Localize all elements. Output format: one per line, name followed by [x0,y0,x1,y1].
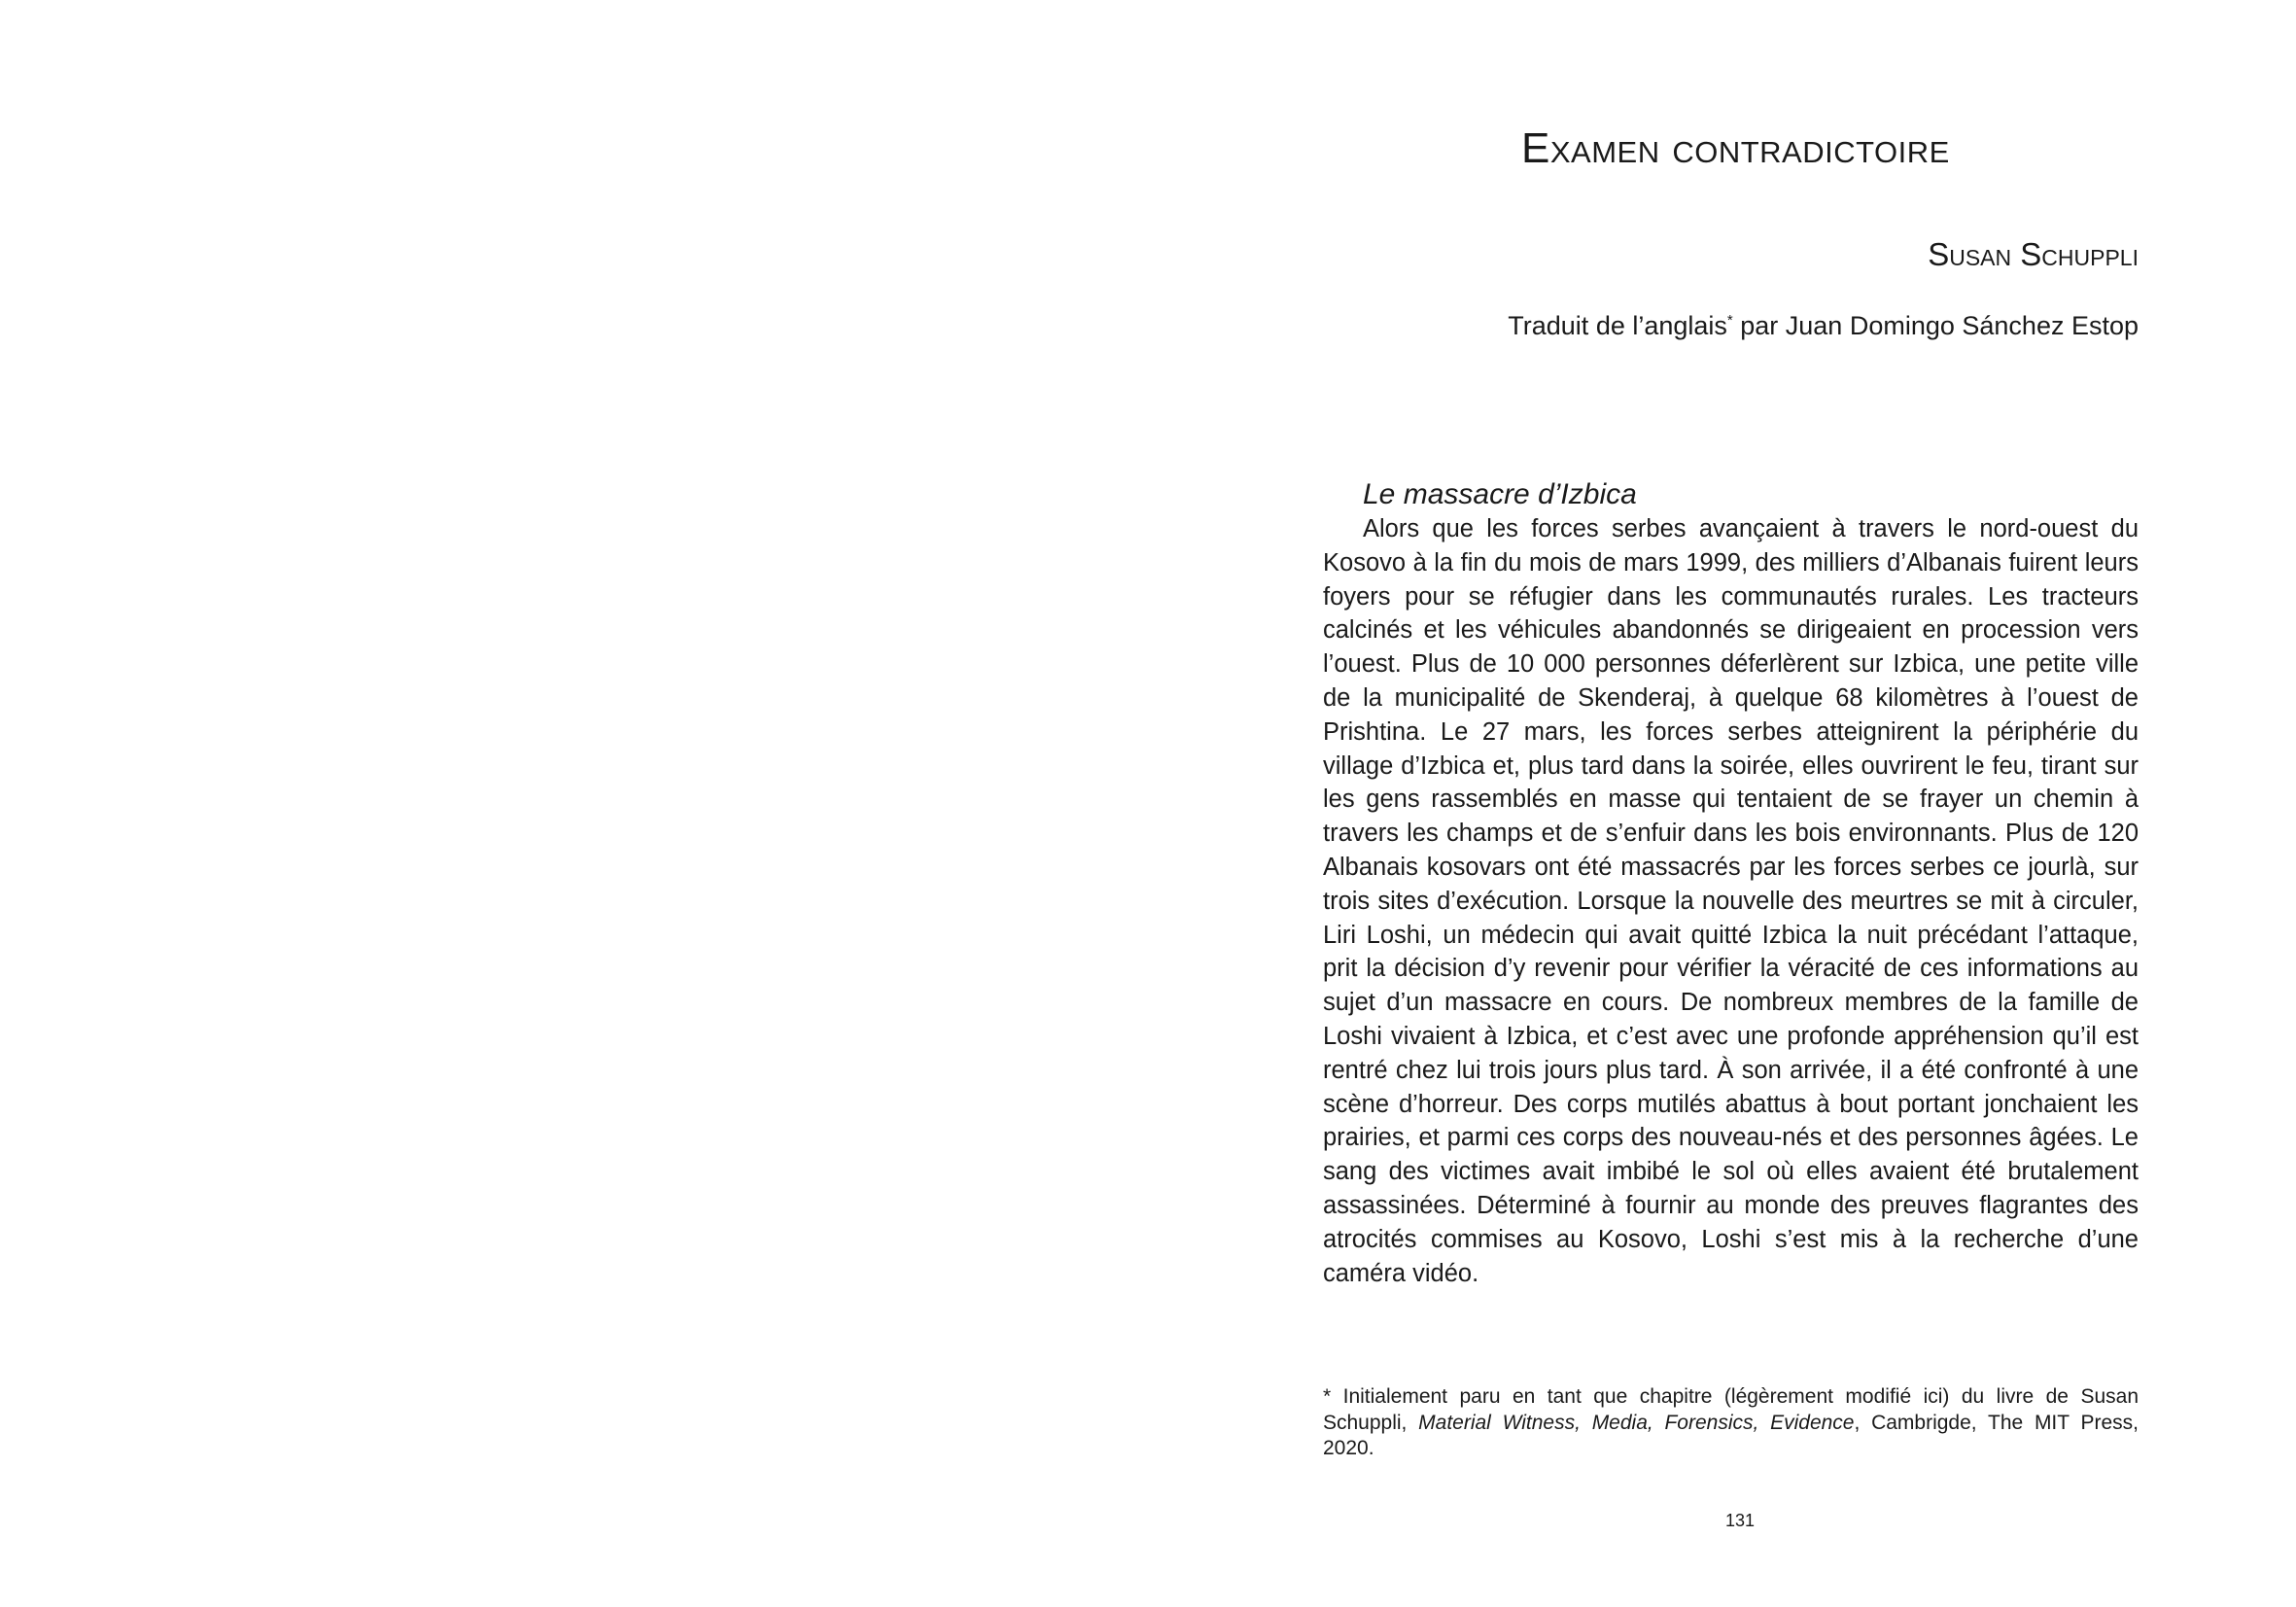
footnote-suffix: , Cambrigde, The MIT Press, 2020. [1323,1411,2139,1459]
translator-prefix: Traduit de l’anglais [1508,311,1727,340]
footnote [1323,1384,2139,1462]
translator-credit [1508,311,2139,341]
chapter-title: Examen contradictoire [1521,124,1950,172]
author-name: Susan Schuppli [1928,236,2139,272]
translator-suffix: par Juan Domingo Sánchez Estop [1732,311,2139,340]
footnote-prefix: * Initialement paru en tant que chapitre (légèrement modifié ici) du livre de Susan Schuppli, [1323,1385,2139,1434]
footnote-book-title: Material Witness, Media, Forensics, Evidence [1418,1411,1855,1434]
footnote-marker: * [1726,312,1733,329]
page-number: 131 [1724,1511,1756,1530]
body-paragraph: Alors que les forces serbes avançaient à travers le nord-ouest du Kosovo à la fin du mois de mars 1999, des milliers d’Albanais fuirent leurs foyers pour se réfugier dans les communautés rurales. Les tracteurs calcinés et les véhicules abandonnés se dirigeaient en procession vers l’ouest. Plus de 10 000 personnes déferlèrent sur Izbica, une petite ville de la municipalité de Skenderaj, à quelque 68 kilomètres à l’ouest de Prishtina. Le 27 mars, les forces serbes atteignirent la périphérie du village d’Izbica et, plus tard dans la soirée, elles ouvrirent le feu, tirant sur les gens rassemblés en masse qui tentaient de se frayer un chemin à travers les champs et de s’enfuir dans les bois environnants. Plus de 120 Albanais kosovars ont été massacrés par les forces serbes ce jourlà, sur trois sites d’exécution. Lorsque la nouvelle des meurtres se mit à circuler, Liri Loshi, un médecin qui avait quitté Izbica la nuit précédant l’attaque, prit la décision d’y revenir pour vérifier la véracité de ces informations au sujet d’un massacre en cours. De nombreux membres de la famille de Loshi vivaient à Izbica, et c’est avec une profonde appréhension qu’il est rentré chez lui trois jours plus tard. À son arrivée, il a été confronté à une scène d’horreur. Des corps mutilés abattus à bout portant jonchaient les prairies, et parmi ces corps des nouveau-nés et des personnes âgées. Le sang des victimes avait imbibé le sol où elles avaient été brutalement assassinées. Déterminé à fournir au monde des preuves flagrantes des atrocités commises au Kosovo, Loshi s’est mis à la recherche d’une caméra vidéo. [1323,515,2139,1287]
section-heading: Le massacre d’Izbica [1363,478,1637,510]
